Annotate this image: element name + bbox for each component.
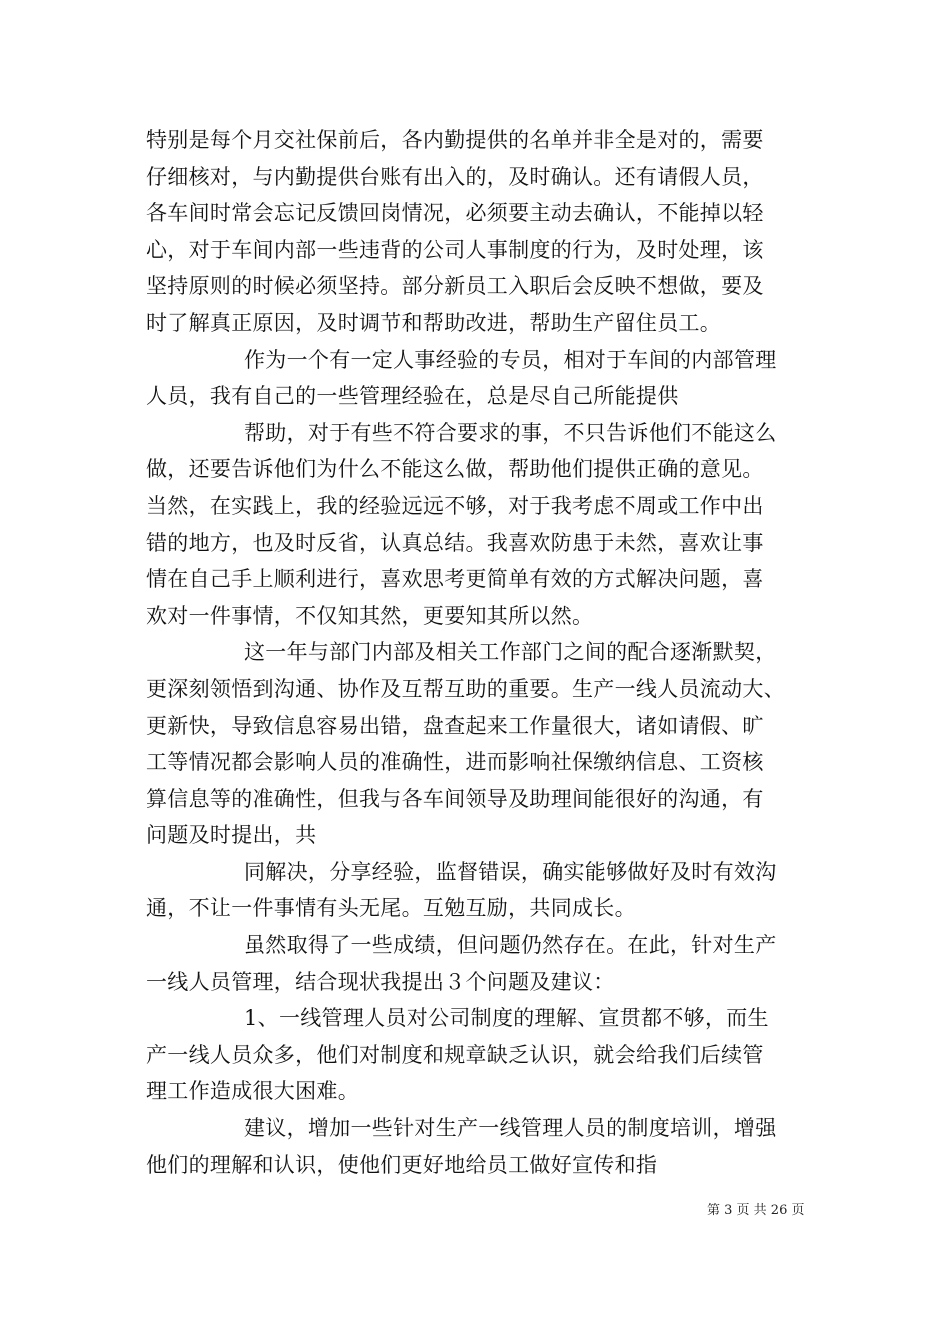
text-line: 欢对一件事情，不仅知其然，更要知其所以然。 bbox=[146, 603, 594, 628]
text-line: 时了解真正原因，及时调节和帮助改进，帮助生产留住员工。 bbox=[146, 310, 722, 335]
text-line: 通，不让一件事情有头无尾。互勉互励，共同成长。 bbox=[146, 896, 636, 921]
text-line: 错的地方，也及时反省，认真总结。我喜欢防患于未然，喜欢让事 bbox=[146, 530, 764, 555]
paragraph-start-line: 同解决，分享经验，监督错误，确实能够做好及时有效沟 bbox=[244, 859, 777, 884]
text-line: 特别是每个月交社保前后，各内勤提供的名单并非全是对的，需要 bbox=[146, 128, 764, 152]
text-line: 一线人员管理，结合现状我提出３个问题及建议： bbox=[146, 969, 615, 994]
text-line: 更深刻领悟到沟通、协作及互帮互助的重要。生产一线人员流动大、 bbox=[146, 676, 785, 701]
body-text bbox=[146, 122, 811, 1183]
page-number-footer: 第 3 页 共 26 页 bbox=[707, 1203, 805, 1218]
paragraph-start-line: 1、一线管理人员对公司制度的理解、宣贯都不够，而生 bbox=[244, 1006, 769, 1031]
text-line: 理工作造成很大困难。 bbox=[146, 1079, 359, 1104]
text-line: 他们的理解和认识，使他们更好地给员工做好宣传和指 bbox=[146, 1152, 658, 1177]
text-line: 各车间时常会忘记反馈回岗情况，必须要主动去确认，不能掉以轻 bbox=[146, 201, 764, 226]
text-line: 心，对于车间内部一些违背的公司人事制度的行为，及时处理，该 bbox=[146, 237, 764, 262]
text-line: 工等情况都会影响人员的准确性，进而影响社保缴纳信息、工资核 bbox=[146, 750, 764, 775]
text-line: 做，还要告诉他们为什么不能这么做，帮助他们提供正确的意见。 bbox=[146, 457, 764, 482]
text-line: 更新快，导致信息容易出错，盘查起来工作量很大，诸如请假、旷 bbox=[146, 713, 764, 738]
paragraph-start-line: 建议，增加一些针对生产一线管理人员的制度培训，增强 bbox=[244, 1116, 777, 1141]
text-line: 问题及时提出，共 bbox=[146, 823, 317, 848]
text-line: 仔细核对，与内勤提供台账有出入的，及时确认。还有请假人员， bbox=[146, 164, 764, 189]
paragraph-start-line: 这一年与部门内部及相关工作部门之间的配合逐渐默契， bbox=[244, 640, 777, 665]
text-line: 算信息等的准确性，但我与各车间领导及助理间能很好的沟通，有 bbox=[146, 786, 764, 811]
paragraph-start-line: 帮助，对于有些不符合要求的事，不只告诉他们不能这么 bbox=[244, 420, 777, 445]
text-line: 当然，在实践上，我的经验远远不够，对于我考虑不周或工作中出 bbox=[146, 493, 764, 518]
paragraph-start-line: 虽然取得了一些成绩，但问题仍然存在。在此，针对生产 bbox=[244, 933, 777, 958]
paragraph-start-line: 作为一个有一定人事经验的专员，相对于车间的内部管理 bbox=[244, 347, 777, 372]
text-line: 人员，我有自己的一些管理经验在，总是尽自己所能提供 bbox=[146, 384, 679, 409]
text-line: 坚持原则的时候必须坚持。部分新员工入职后会反映不想做，要及 bbox=[146, 274, 764, 299]
text-line: 产一线人员众多，他们对制度和规章缺乏认识，就会给我们后续管 bbox=[146, 1042, 764, 1067]
text-line: 情在自己手上顺利进行，喜欢思考更简单有效的方式解决问题，喜 bbox=[146, 567, 764, 592]
